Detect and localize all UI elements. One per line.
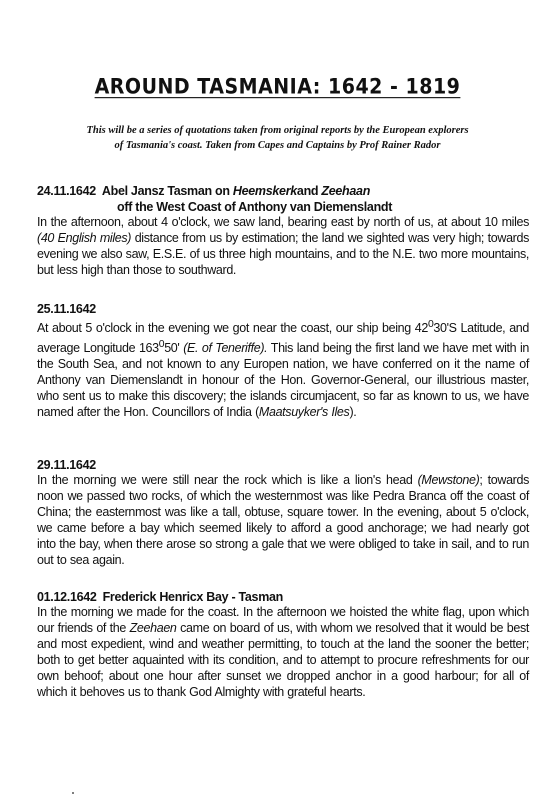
entry-date: 24.11.1642	[37, 184, 96, 198]
entry-conjunction: and	[296, 184, 322, 198]
ship-name: Heemskerk	[232, 184, 297, 198]
intro-note	[30, 123, 525, 153]
entry-place: Frederick Henricx Bay - Tasman	[102, 590, 283, 604]
ship-name: Zeehaan	[321, 184, 371, 198]
text-run: came on board of us, with whom we resolved that it would be best and most expedient, wind and weather permitting, to touch at the land the sooner the better; both to get better aquainted with its condition, and to attempt to procure refreshments for our own behoof; about one hour after sunset we dropped anchor in a good harbour; for all of which it behoves us to thank God Almighty with grateful hearts.	[37, 620, 530, 699]
entry-25-11-1642	[37, 301, 529, 421]
scan-speck	[72, 792, 74, 794]
text-run: At about 5 o'clock in the evening we got near the coast, our ship being 42	[37, 321, 428, 336]
text-run-italic: (Mewstone)	[417, 473, 480, 487]
entry-date: 29.11.1642	[37, 458, 96, 472]
intro-line-1: This will be a series of quotations taken from original reports by the European explorers	[86, 125, 469, 136]
degree-mark: 0	[158, 339, 165, 351]
text-run: 50'	[164, 341, 184, 356]
text-run: In the morning we were still near the rock which is like a lion's head	[37, 473, 418, 487]
entry-text	[37, 473, 529, 568]
entry-heading	[37, 183, 529, 215]
text-run: ).	[349, 404, 357, 419]
entry-author: Abel Jansz Tasman on	[101, 184, 233, 198]
entry-text	[37, 317, 529, 421]
entry-text	[37, 605, 529, 700]
text-run-italic: (E. of Teneriffe).	[183, 341, 268, 356]
degree-mark: 0	[427, 319, 434, 330]
entry-subheading: off the West Coast of Anthony van Diemenslandt	[117, 200, 393, 214]
text-run-italic: Zeehaen	[129, 620, 177, 635]
entry-29-11-1642	[37, 457, 529, 568]
text-run: In the afternoon, about 4 o'clock, we saw land, bearing east by north of us, at about 10 miles	[37, 215, 529, 229]
entry-01-12-1642	[37, 589, 529, 700]
text-run: distance from us by estimation; the land we sighted was very high; towards evening we also saw, E.S.E. of us three high mountains, and to the N.E. two more mountains, but less high than those to southward.	[37, 230, 529, 277]
entry-text	[37, 215, 529, 279]
text-run: 30'S Latitude, and average Longitude 163	[37, 321, 529, 356]
text-run-italic: Maatsuyker's Iles	[258, 404, 350, 419]
page-title: AROUND TASMANIA: 1642 - 1819	[94, 74, 461, 100]
text-run: This land being the first land we have met with in the South Sea, and not known to any Europen nation, we have conferred on it the name of Anthony van Diemenslandt in honour of the Hon. Governor-General, our illustrious master, who sent us to make this discovery; the islands circumjacent, so far as known to us, we have named after the Hon. Councillors of India (	[37, 341, 529, 419]
intro-line-2: of Tasmania's coast. Taken from Capes and Captains by Prof Rainer Rador	[114, 140, 441, 151]
entry-heading	[37, 457, 529, 473]
entry-heading	[37, 589, 529, 605]
text-run: ; towards noon we passed two rocks, of which the westernmost was like Pedra Branca off the coast of China; the easternmost was like a tall, obtuse, square tower. In the evening, about 5 o'clock, we came before a bay which seemed likely to afford a good anchorage; we had nearly got into the bay, when there arose so strong a gale that we were obliged to take in sail, and to run out to sea again.	[37, 473, 529, 567]
text-run: In the morning we made for the coast. In the afternoon we hoisted the white flag, upon which our friends of the	[37, 605, 529, 635]
text-run-italic: (40 English miles)	[37, 230, 132, 245]
entry-24-11-1642	[37, 183, 529, 279]
entry-date: 01.12.1642	[37, 590, 97, 604]
entry-date: 25.11.1642	[37, 302, 96, 316]
entry-heading	[37, 301, 529, 317]
